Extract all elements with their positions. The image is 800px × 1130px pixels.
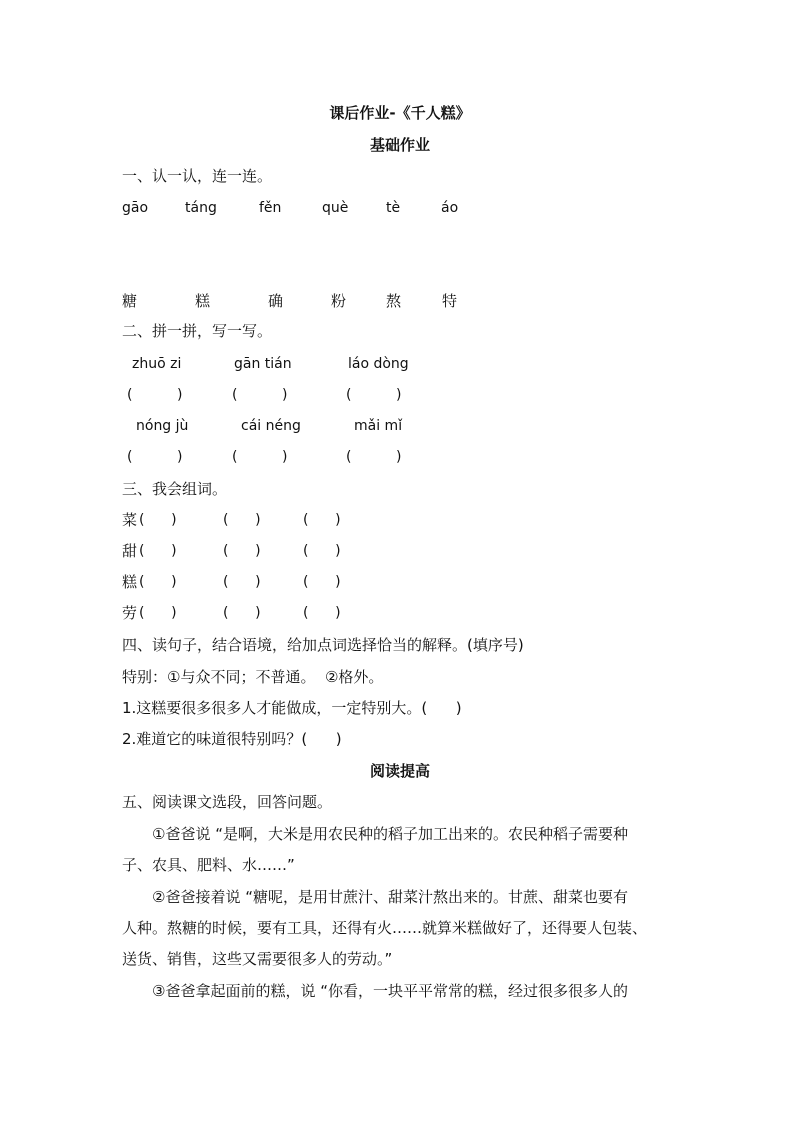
q3-blank[interactable]: ( ) (303, 512, 341, 528)
q2-pinyin-3: láo dòng (348, 356, 409, 372)
q3-char-3: 糕 (122, 573, 138, 591)
q3-blank[interactable]: ( ) (303, 543, 341, 559)
section-reading-heading: 阅读提高 (369, 762, 430, 780)
q2-pinyin-2: gān tián (234, 356, 292, 372)
q3-blank[interactable]: ( ) (139, 512, 177, 528)
q2-blank-6[interactable]: ( ) (346, 449, 402, 465)
q1-char-3: 确 (268, 292, 284, 310)
q1-pinyin-4: què (322, 200, 349, 216)
q1-pinyin-5: tè (386, 200, 401, 216)
q2-pinyin-5: cái néng (241, 418, 301, 434)
q1-pinyin-6: áo (441, 200, 459, 216)
q3-blank[interactable]: ( ) (303, 605, 341, 621)
q1-char-1: 糖 (122, 292, 138, 310)
q5-paragraph-2-line-3: 送货、销售，这些又需要很多人的劳动。” (122, 950, 393, 968)
q4-heading: 四、读句子，结合语境，给加点词选择恰当的解释。(填序号) (122, 636, 524, 654)
q1-heading: 一、认一认，连一连。 (122, 167, 273, 185)
q4-sentence-1: 1.这糕要很多很多人才能做成，一定特别大。( ) (122, 699, 462, 717)
q4-definition: 特别：①与众不同；不普通。 ②格外。 (122, 668, 384, 686)
q3-blank[interactable]: ( ) (223, 605, 261, 621)
page-title: 课后作业-《千人糕》 (329, 104, 471, 122)
section-basic-heading: 基础作业 (369, 136, 430, 154)
q3-blank[interactable]: ( ) (139, 543, 177, 559)
q1-char-6: 特 (442, 292, 458, 310)
q3-blank[interactable]: ( ) (139, 605, 177, 621)
q3-blank[interactable]: ( ) (303, 574, 341, 590)
q2-blank-3[interactable]: ( ) (346, 387, 402, 403)
q3-char-2: 甜 (122, 542, 138, 560)
q5-paragraph-2-line-2: 人种。熬糖的时候，要有工具，还得有火……就算米糕做好了，还得要人包装、 (122, 919, 648, 937)
q1-char-2: 糕 (195, 292, 211, 310)
q3-blank[interactable]: ( ) (223, 574, 261, 590)
q2-pinyin-6: mǎi mǐ (354, 418, 403, 434)
q3-blank[interactable]: ( ) (139, 574, 177, 590)
q2-heading: 二、拼一拼，写一写。 (122, 322, 273, 340)
q4-sentence-2: 2.难道它的味道很特别吗？( ) (122, 730, 342, 748)
q3-char-1: 菜 (122, 511, 138, 529)
q5-paragraph-1-line-1: ①爸爸说 “是啊，大米是用农民种的稻子加工出来的。农民种稻子需要种 (152, 825, 628, 843)
q3-heading: 三、我会组词。 (122, 480, 228, 498)
q2-blank-2[interactable]: ( ) (232, 387, 288, 403)
q5-paragraph-3-line-1: ③爸爸拿起面前的糕，说 “你看，一块平平常常的糕，经过很多很多人的 (152, 982, 628, 1000)
q1-char-5: 熬 (386, 292, 402, 310)
q2-pinyin-1: zhuō zi (132, 356, 182, 372)
q1-char-4: 粉 (331, 292, 347, 310)
q3-char-4: 劳 (122, 604, 138, 622)
q2-blank-5[interactable]: ( ) (232, 449, 288, 465)
q2-pinyin-4: nóng jù (136, 418, 189, 434)
q2-blank-4[interactable]: ( ) (127, 449, 183, 465)
q1-pinyin-1: gāo (122, 200, 149, 216)
q5-paragraph-2-line-1: ②爸爸接着说 “糖呢，是用甘蔗汁、甜菜汁熬出来的。甘蔗、甜菜也要有 (152, 888, 628, 906)
q5-paragraph-1-line-2: 子、农具、肥料、水……” (122, 856, 295, 874)
q2-blank-1[interactable]: ( ) (127, 387, 183, 403)
q1-pinyin-3: fěn (259, 200, 282, 216)
q3-blank[interactable]: ( ) (223, 512, 261, 528)
q3-blank[interactable]: ( ) (223, 543, 261, 559)
q1-pinyin-2: táng (185, 200, 217, 216)
q5-heading: 五、阅读课文选段，回答问题。 (122, 793, 333, 811)
